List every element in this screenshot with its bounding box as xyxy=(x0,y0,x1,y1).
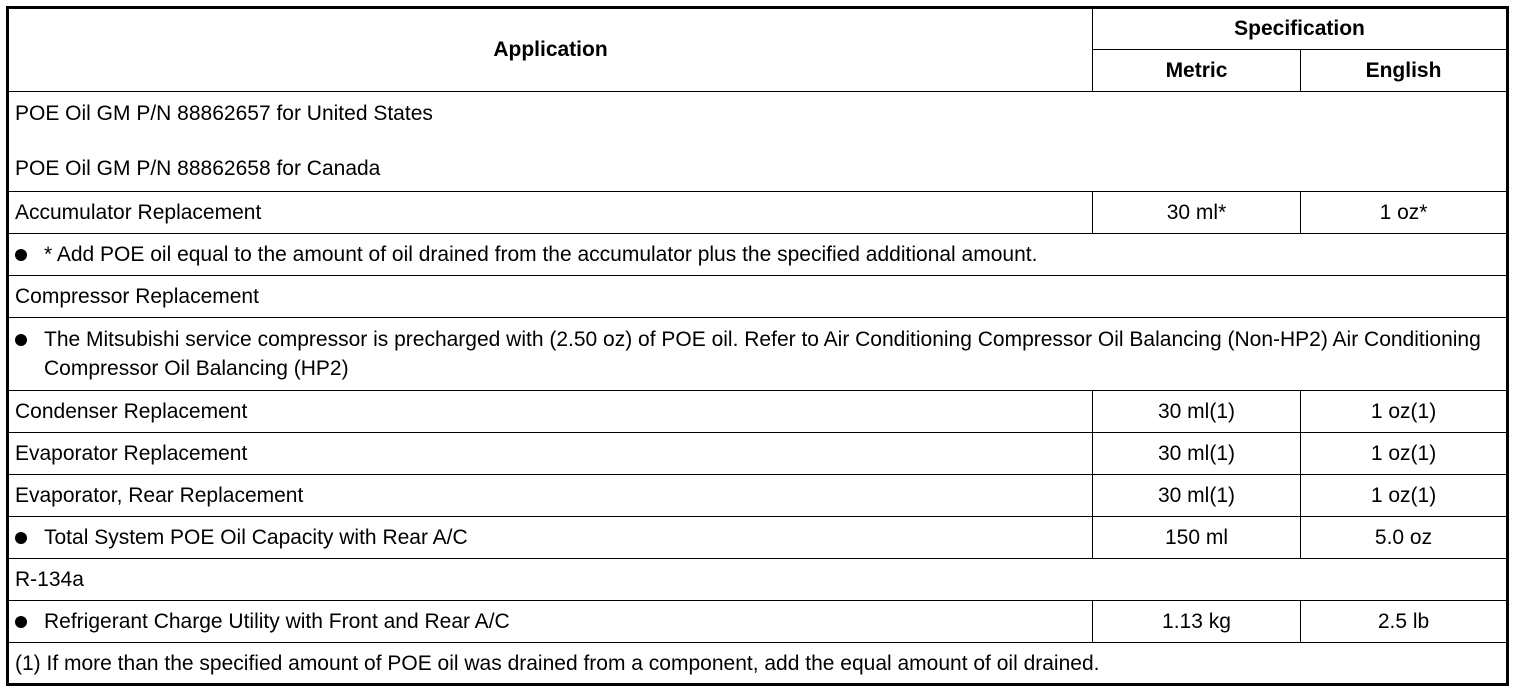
accumulator-note-cell xyxy=(8,233,1508,275)
evaporator-label: Evaporator Replacement xyxy=(8,433,1093,475)
total-capacity-english: 5.0 oz xyxy=(1301,517,1508,559)
application-header: Application xyxy=(8,8,1093,92)
table-row-condenser xyxy=(8,391,1508,433)
table-row-accumulator-note xyxy=(8,233,1508,275)
compressor-note-cell xyxy=(8,317,1508,390)
english-header: English xyxy=(1301,49,1508,91)
table-row-footnote xyxy=(8,643,1508,685)
table-row-total-capacity xyxy=(8,517,1508,559)
bullet-icon xyxy=(15,532,27,544)
evaporator-rear-english: 1 oz(1) xyxy=(1301,475,1508,517)
table-row-compressor-note xyxy=(8,317,1508,390)
accumulator-english: 1 oz* xyxy=(1301,191,1508,233)
metric-header: Metric xyxy=(1093,49,1301,91)
compressor-label: Compressor Replacement xyxy=(8,275,1508,317)
table-row-evaporator xyxy=(8,433,1508,475)
specification-table xyxy=(6,6,1509,686)
poe-oil-canada: POE Oil GM P/N 88862658 for Canada xyxy=(15,157,381,181)
poe-oil-us: POE Oil GM P/N 88862657 for United States xyxy=(15,102,433,126)
table-row-evaporator-rear xyxy=(8,475,1508,517)
total-capacity-label: Total System POE Oil Capacity with Rear A/C xyxy=(44,526,468,550)
total-capacity-cell xyxy=(8,517,1093,559)
accumulator-label: Accumulator Replacement xyxy=(8,191,1093,233)
bullet-icon xyxy=(15,334,27,346)
evaporator-metric: 30 ml(1) xyxy=(1093,433,1301,475)
refrigerant-charge-metric: 1.13 kg xyxy=(1093,601,1301,643)
bullet-icon xyxy=(15,249,27,261)
evaporator-english: 1 oz(1) xyxy=(1301,433,1508,475)
total-capacity-metric: 150 ml xyxy=(1093,517,1301,559)
table-row-refrigerant xyxy=(8,559,1508,601)
compressor-note: The Mitsubishi service compressor is precharged with (2.50 oz) of POE oil. Refer to Air Conditioning Compressor Oil Balancing (Non-HP2) Air Conditioning Compressor Oil Balancing (HP2) xyxy=(44,327,1481,380)
condenser-english: 1 oz(1) xyxy=(1301,391,1508,433)
condenser-metric: 30 ml(1) xyxy=(1093,391,1301,433)
refrigerant-charge-cell xyxy=(8,601,1093,643)
evaporator-rear-metric: 30 ml(1) xyxy=(1093,475,1301,517)
evaporator-rear-label: Evaporator, Rear Replacement xyxy=(8,475,1093,517)
accumulator-note: * Add POE oil equal to the amount of oil drained from the accumulator plus the specified additional amount. xyxy=(44,242,1038,266)
accumulator-metric: 30 ml* xyxy=(1093,191,1301,233)
footnote: (1) If more than the specified amount of POE oil was drained from a component, add the equal amount of oil drained. xyxy=(8,643,1508,685)
refrigerant-label: R-134a xyxy=(8,559,1508,601)
poe-oil-row xyxy=(8,91,1508,191)
header-row-top xyxy=(8,8,1508,50)
refrigerant-charge-label: Refrigerant Charge Utility with Front and Rear A/C xyxy=(44,610,510,633)
specification-header: Specification xyxy=(1093,8,1508,50)
table-row-accumulator xyxy=(8,191,1508,233)
table-row-compressor xyxy=(8,275,1508,317)
poe-oil-cell xyxy=(8,91,1508,191)
refrigerant-charge-english: 2.5 lb xyxy=(1301,601,1508,643)
bullet-icon xyxy=(15,616,27,628)
table-row-refrigerant-charge xyxy=(8,601,1508,643)
condenser-label: Condenser Replacement xyxy=(8,391,1093,433)
